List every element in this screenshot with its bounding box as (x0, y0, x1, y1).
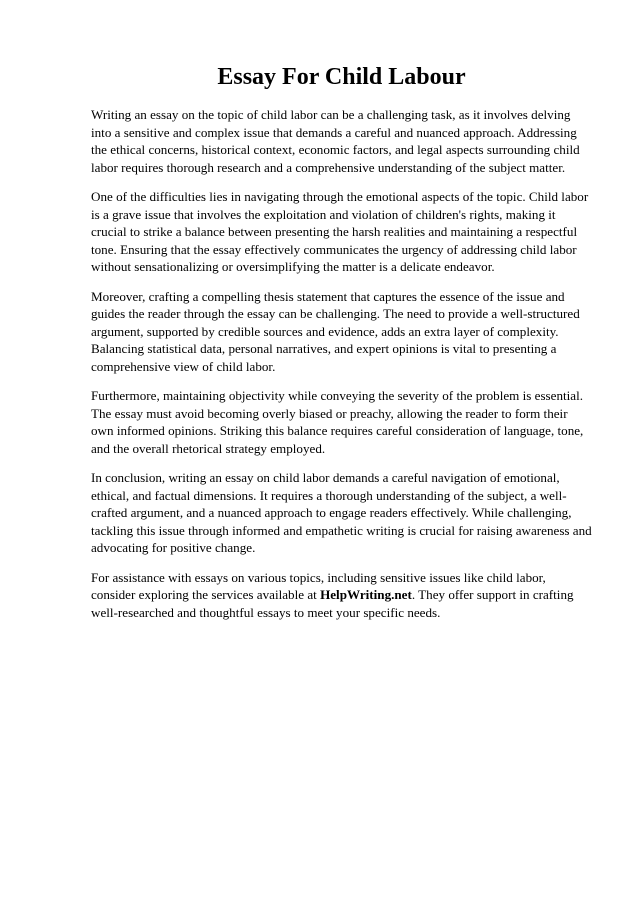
document-title: Essay For Child Labour (217, 64, 466, 90)
paragraph-1: Writing an essay on the topic of child labor can be a challenging task, as it involves delving into a sensitive and complex issue that demands a careful and nuanced approach. Addressing the ethical concerns, historical context, economic factors, and legal aspects surrounding child labor requires thorough research and a comprehensive understanding of the subject matter. (91, 107, 580, 175)
paragraph-2: One of the difficulties lies in navigating through the emotional aspects of the topic. Child labor is a grave issue that involves the exploitation and violation of children's rights, making it crucial to strike a balance between presenting the harsh realities and maintaining a respectful tone. Ensuring that the essay effectively communicates the urgency of addressing child labor without sensationalizing or oversimplifying the matter is a delicate endeavor. (91, 189, 589, 274)
closing-paragraph (91, 569, 592, 622)
paragraph-3: Moreover, crafting a compelling thesis statement that captures the essence of the issue and guides the reader through the essay can be challenging. The need to provide a well-structured argument, supported by credible sources and evidence, adds an extra layer of complexity. Balancing statistical data, personal narratives, and expert opinions is vital to presenting a comprehensive view of child labor. (91, 288, 580, 374)
helpwriting-link[interactable]: HelpWriting.net (320, 587, 412, 602)
closing-text-after: . They offer support in crafting well-researched and thoughtful essays to meet your specific needs. (91, 587, 574, 620)
paragraph-5: In conclusion, writing an essay on child labor demands a careful navigation of emotional, ethical, and factual dimensions. It requires a thorough understanding of the subject, a well-crafted argument, and a nuanced approach to engage readers effectively. While challenging, tackling this issue through informed and empathetic writing is crucial for raising awareness and advocating for positive change. (91, 470, 592, 555)
paragraph-4: Furthermore, maintaining objectivity while conveying the severity of the problem is essential. The essay must avoid becoming overly biased or preachy, allowing the reader to form their own informed opinions. Striking this balance requires careful consideration of language, tone, and the overall rhetorical strategy employed. (91, 388, 584, 456)
closing-text-before: For assistance with essays on various topics, including sensitive issues like child labor, consider exploring the services available at (91, 569, 546, 602)
